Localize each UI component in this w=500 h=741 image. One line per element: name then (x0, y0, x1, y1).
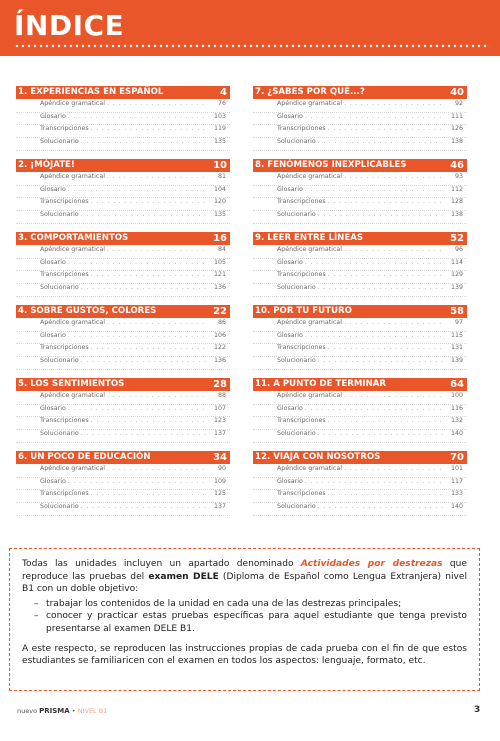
index-unit (16, 86, 230, 151)
entry-page-number: 119 (213, 125, 226, 133)
info-bullets (22, 598, 467, 636)
unit-title: 2. ¡MÓJATE! (18, 160, 75, 170)
page-header (0, 0, 500, 56)
entry-page-number: 104 (213, 185, 226, 193)
unit-entry-list (16, 173, 230, 224)
index-unit (16, 378, 230, 443)
index-entry[interactable] (253, 332, 467, 345)
unit-page-number: 10 (213, 160, 227, 171)
index-entry[interactable] (253, 246, 467, 259)
entry-page-number: 114 (450, 258, 463, 266)
index-entry[interactable] (16, 113, 230, 126)
dot-leader (68, 259, 208, 266)
entry-label: Glosario (277, 258, 303, 266)
entry-label: Solucionario (277, 284, 316, 292)
entry-page-number: 117 (450, 477, 463, 485)
unit-page-number: 16 (213, 233, 227, 244)
index-entry[interactable] (253, 100, 467, 113)
index-entry[interactable] (253, 503, 467, 516)
entry-page-number: 123 (213, 417, 226, 425)
index-entry[interactable] (16, 319, 230, 332)
unit-entry-list (16, 246, 230, 297)
dot-leader (68, 405, 208, 412)
index-unit (253, 305, 467, 370)
unit-title: 4. SOBRE GUSTOS, COLORES (18, 306, 157, 316)
index-entry[interactable] (16, 284, 230, 297)
entry-page-number: 137 (213, 430, 226, 438)
dot-leader (318, 503, 445, 510)
entry-page-number: 140 (450, 430, 463, 438)
index-entry[interactable] (253, 271, 467, 284)
unit-page-number: 22 (213, 306, 227, 317)
unit-header-bar[interactable] (253, 86, 467, 99)
dot-leader (91, 344, 208, 351)
entry-label: Apéndice gramatical (277, 319, 342, 326)
entry-label: Transcripciones (277, 271, 326, 279)
entry-page-number: 115 (450, 331, 463, 339)
dot-leader (305, 259, 445, 266)
entry-label: Transcripciones (277, 417, 326, 425)
entry-label: Apéndice gramatical (277, 173, 342, 180)
entry-page-number: 120 (213, 198, 226, 206)
entry-page-number: 136 (213, 284, 226, 292)
footer-brand (17, 707, 107, 715)
index-entry[interactable] (253, 173, 467, 186)
entry-page-number: 100 (450, 392, 463, 399)
dot-leader (68, 113, 208, 120)
dot-leader (81, 430, 208, 437)
footer-bullet: • (71, 707, 76, 715)
entry-page-number: 93 (454, 173, 463, 180)
index-unit (253, 232, 467, 297)
entry-page-number: 138 (450, 211, 463, 219)
index-unit (253, 86, 467, 151)
entry-page-number: 116 (450, 404, 463, 412)
dot-leader (81, 138, 208, 145)
unit-header-bar[interactable] (16, 232, 230, 245)
index-entry[interactable] (253, 417, 467, 430)
dot-leader (318, 430, 445, 437)
entry-page-number: 135 (213, 211, 226, 219)
dot-leader (107, 392, 208, 399)
entry-label: Solucionario (40, 503, 79, 511)
index-entry[interactable] (253, 344, 467, 357)
dot-leader (344, 173, 445, 180)
unit-title: 10. POR TU FUTURO (255, 306, 352, 316)
unit-header-bar[interactable] (253, 159, 467, 172)
unit-title: 8. FENÓMENOS INEXPLICABLES (255, 160, 407, 170)
entry-page-number: 76 (217, 100, 226, 107)
dotted-rule (14, 44, 490, 48)
unit-title: 5. LOS SENTIMIENTOS (18, 379, 125, 389)
unit-entry-list (16, 465, 230, 516)
entry-page-number: 129 (450, 271, 463, 279)
unit-title: 7. ¿SABES POR QUÉ...? (255, 87, 365, 97)
entry-label: Glosario (277, 185, 303, 193)
index-entry[interactable] (16, 246, 230, 259)
entry-label: Glosario (40, 185, 66, 193)
unit-page-number: 34 (213, 452, 227, 463)
dele-info-box (9, 548, 480, 691)
unit-page-number: 64 (450, 379, 464, 390)
entry-label: Transcripciones (40, 198, 89, 206)
entry-page-number: 103 (213, 112, 226, 120)
index-entry[interactable] (16, 173, 230, 186)
dot-leader (318, 357, 445, 364)
unit-page-number: 58 (450, 306, 464, 317)
unit-entry-list (16, 392, 230, 443)
footer-prefix: nuevo (17, 707, 38, 715)
unit-page-number: 28 (213, 379, 227, 390)
entry-page-number: 109 (213, 477, 226, 485)
entry-page-number: 133 (450, 490, 463, 498)
index-unit (253, 159, 467, 224)
dot-leader (91, 417, 208, 424)
index-entry[interactable] (253, 125, 467, 138)
page-number: 3 (474, 705, 481, 715)
index-entry[interactable] (16, 478, 230, 491)
entry-label: Solucionario (277, 357, 316, 365)
entry-label: Glosario (40, 112, 66, 120)
entry-label: Glosario (277, 477, 303, 485)
entry-label: Apéndice gramatical (277, 246, 342, 253)
unit-entry-list (16, 100, 230, 151)
dot-leader (344, 319, 445, 326)
dot-leader (107, 465, 208, 472)
dot-leader (328, 198, 445, 205)
entry-label: Apéndice gramatical (40, 392, 105, 399)
page-title: ÍNDICE (14, 9, 125, 42)
unit-page-number: 52 (450, 233, 464, 244)
entry-page-number: 139 (450, 284, 463, 292)
entry-page-number: 90 (217, 465, 226, 472)
dot-leader (91, 271, 208, 278)
unit-title: 11. A PUNTO DE TERMINAR (255, 379, 387, 389)
dot-leader (344, 465, 445, 472)
dot-leader (328, 344, 445, 351)
dot-leader (305, 113, 445, 120)
entry-label: Glosario (277, 331, 303, 339)
unit-entry-list (253, 392, 467, 443)
index-entry[interactable] (253, 478, 467, 491)
entry-label: Apéndice gramatical (277, 392, 342, 399)
info-highlight: Actividades por destrezas (300, 559, 443, 569)
unit-title: 1. EXPERIENCIAS EN ESPAÑOL (18, 87, 164, 97)
dot-leader (305, 405, 445, 412)
index-entry[interactable] (253, 186, 467, 199)
info-bullet: – conocer y practicar estas pruebas específicas para aquel estudiante que tenga previsto presentarse al examen DELE B1. (34, 610, 467, 635)
entry-label: Transcripciones (277, 198, 326, 206)
entry-page-number: 81 (217, 173, 226, 180)
entry-page-number: 135 (213, 138, 226, 146)
entry-label: Solucionario (40, 284, 79, 292)
unit-entry-list (253, 465, 467, 516)
entry-label: Transcripciones (40, 417, 89, 425)
entry-label: Transcripciones (40, 271, 89, 279)
entry-label: Glosario (40, 477, 66, 485)
entry-label: Apéndice gramatical (40, 173, 105, 180)
entry-page-number: 139 (450, 357, 463, 365)
index-entry[interactable] (253, 319, 467, 332)
index-unit (16, 232, 230, 297)
footer-brand-name: PRISMA (39, 707, 70, 715)
dot-leader (68, 186, 208, 193)
entry-page-number: 112 (450, 185, 463, 193)
entry-label: Transcripciones (40, 344, 89, 352)
entry-label: Glosario (277, 112, 303, 120)
unit-title: 6. UN POCO DE EDUCACIÓN (18, 452, 151, 462)
dot-leader (91, 125, 208, 132)
entry-page-number: 138 (450, 138, 463, 146)
dot-leader (91, 490, 208, 497)
info-text: Todas las unidades incluyen un apartado denominado (22, 559, 301, 569)
entry-label: Apéndice gramatical (40, 319, 105, 326)
index-entry[interactable] (253, 259, 467, 272)
index-entry[interactable] (253, 138, 467, 151)
entry-page-number: 137 (213, 503, 226, 511)
index-entry[interactable] (16, 392, 230, 405)
unit-header-bar[interactable] (16, 86, 230, 99)
dot-leader (344, 392, 445, 399)
entry-label: Solucionario (40, 138, 79, 146)
entry-label: Transcripciones (277, 344, 326, 352)
footer-level: NIVEL B1 (77, 707, 108, 715)
dot-leader (107, 319, 208, 326)
entry-page-number: 126 (450, 125, 463, 133)
index-entry[interactable] (253, 392, 467, 405)
dot-leader (107, 100, 208, 107)
info-paragraph-2: A este respecto, se reproducen las instrucciones propias de cada prueba con el fin de que estos estudiantes se familiaricen con el examen en todos los aspectos: lenguaje, formato, etc. (22, 643, 467, 667)
entry-page-number: 107 (213, 404, 226, 412)
unit-header-bar[interactable] (253, 232, 467, 245)
unit-header-bar[interactable] (16, 378, 230, 391)
dot-leader (318, 284, 445, 291)
entry-page-number: 111 (450, 112, 463, 120)
unit-entry-list (253, 246, 467, 297)
unit-page-number: 40 (450, 87, 464, 98)
entry-page-number: 101 (450, 465, 463, 472)
index-unit (16, 159, 230, 224)
dot-leader (344, 246, 445, 253)
index-entry[interactable] (253, 198, 467, 211)
index-entry[interactable] (16, 430, 230, 443)
index-entry[interactable] (253, 113, 467, 126)
entry-page-number: 125 (213, 490, 226, 498)
entry-page-number: 131 (450, 344, 463, 352)
index-unit (253, 451, 467, 516)
entry-label: Solucionario (40, 430, 79, 438)
info-bullet: – trabajar los contenidos de la unidad en cada una de las destrezas principales; (34, 598, 467, 611)
unit-title: 9. LEER ENTRE LÍNEAS (255, 233, 364, 243)
index-entry[interactable] (16, 332, 230, 345)
index-entry[interactable] (16, 138, 230, 151)
entry-page-number: 140 (450, 503, 463, 511)
dot-leader (328, 125, 445, 132)
index-entry[interactable] (16, 198, 230, 211)
entry-label: Apéndice gramatical (277, 465, 342, 472)
index-entry[interactable] (253, 357, 467, 370)
unit-entry-list (16, 319, 230, 370)
entry-label: Apéndice gramatical (40, 100, 105, 107)
entry-page-number: 86 (217, 319, 226, 326)
entry-label: Solucionario (40, 211, 79, 219)
entry-label: Transcripciones (277, 490, 326, 498)
index-entry[interactable] (16, 417, 230, 430)
entry-label: Glosario (40, 404, 66, 412)
dot-leader (318, 211, 445, 218)
entry-label: Glosario (277, 404, 303, 412)
info-text: (Diploma de Español como Lengua Extranjera) nivel B1 con un doble objetivo: (22, 571, 467, 595)
dot-leader (305, 332, 445, 339)
index-entry[interactable] (16, 357, 230, 370)
entry-page-number: 88 (217, 392, 226, 399)
entry-page-number: 105 (213, 258, 226, 266)
unit-header-bar[interactable] (253, 378, 467, 391)
unit-title: 12. VIAJA CON NOSOTROS (255, 452, 381, 462)
unit-page-number: 70 (450, 452, 464, 463)
entry-label: Solucionario (277, 503, 316, 511)
index-entry[interactable] (16, 503, 230, 516)
entry-page-number: 132 (450, 417, 463, 425)
unit-header-bar[interactable] (16, 159, 230, 172)
index-entry[interactable] (16, 490, 230, 503)
index-unit (253, 378, 467, 443)
entry-page-number: 122 (213, 344, 226, 352)
unit-title: 3. COMPORTAMIENTOS (18, 233, 129, 243)
entry-page-number: 96 (454, 246, 463, 253)
dot-leader (81, 284, 208, 291)
entry-label: Transcripciones (40, 125, 89, 133)
dot-leader (107, 173, 208, 180)
entry-page-number: 128 (450, 198, 463, 206)
index-entry[interactable] (16, 465, 230, 478)
dot-leader (68, 478, 208, 485)
unit-entry-list (253, 319, 467, 370)
unit-page-number: 4 (220, 87, 227, 98)
unit-entry-list (253, 173, 467, 224)
info-text: que reproduce las pruebas del (22, 559, 467, 582)
dot-leader (305, 478, 445, 485)
index-entry[interactable] (16, 125, 230, 138)
entry-page-number: 136 (213, 357, 226, 365)
index-entry[interactable] (16, 186, 230, 199)
dot-leader (328, 271, 445, 278)
index-entry[interactable] (253, 490, 467, 503)
dot-leader (318, 138, 445, 145)
index-entry[interactable] (16, 271, 230, 284)
info-bold: examen DELE (148, 571, 219, 582)
index-entry[interactable] (16, 259, 230, 272)
entry-label: Solucionario (277, 138, 316, 146)
unit-header-bar[interactable] (253, 451, 467, 464)
entry-page-number: 84 (217, 246, 226, 253)
entry-label: Solucionario (277, 430, 316, 438)
unit-page-number: 46 (450, 160, 464, 171)
dot-leader (328, 490, 445, 497)
index-unit (16, 305, 230, 370)
dot-leader (68, 332, 208, 339)
dot-leader (81, 503, 208, 510)
index-entry[interactable] (16, 344, 230, 357)
index-entry[interactable] (16, 100, 230, 113)
entry-label: Apéndice gramatical (40, 246, 105, 253)
index-entry[interactable] (253, 211, 467, 224)
index-entry[interactable] (16, 211, 230, 224)
info-paragraph-1 (22, 558, 467, 596)
entry-label: Solucionario (277, 211, 316, 219)
entry-label: Transcripciones (277, 125, 326, 133)
dot-leader (328, 417, 445, 424)
dot-leader (91, 198, 208, 205)
dot-leader (344, 100, 445, 107)
entry-page-number: 97 (454, 319, 463, 326)
entry-label: Glosario (40, 258, 66, 266)
entry-label: Apéndice gramatical (40, 465, 105, 472)
dot-leader (81, 211, 208, 218)
unit-header-bar[interactable] (16, 451, 230, 464)
index-entry[interactable] (253, 465, 467, 478)
dot-leader (107, 246, 208, 253)
unit-header-bar[interactable] (253, 305, 467, 318)
unit-header-bar[interactable] (16, 305, 230, 318)
index-entry[interactable] (253, 430, 467, 443)
entry-page-number: 121 (213, 271, 226, 279)
index-entry[interactable] (253, 284, 467, 297)
index-entry[interactable] (16, 405, 230, 418)
index-entry[interactable] (253, 405, 467, 418)
index-unit (16, 451, 230, 516)
dot-leader (81, 357, 208, 364)
entry-page-number: 106 (213, 331, 226, 339)
entry-page-number: 92 (454, 100, 463, 107)
entry-label: Glosario (40, 331, 66, 339)
unit-entry-list (253, 100, 467, 151)
entry-label: Apéndice gramatical (277, 100, 342, 107)
entry-label: Solucionario (40, 357, 79, 365)
dot-leader (305, 186, 445, 193)
entry-label: Transcripciones (40, 490, 89, 498)
